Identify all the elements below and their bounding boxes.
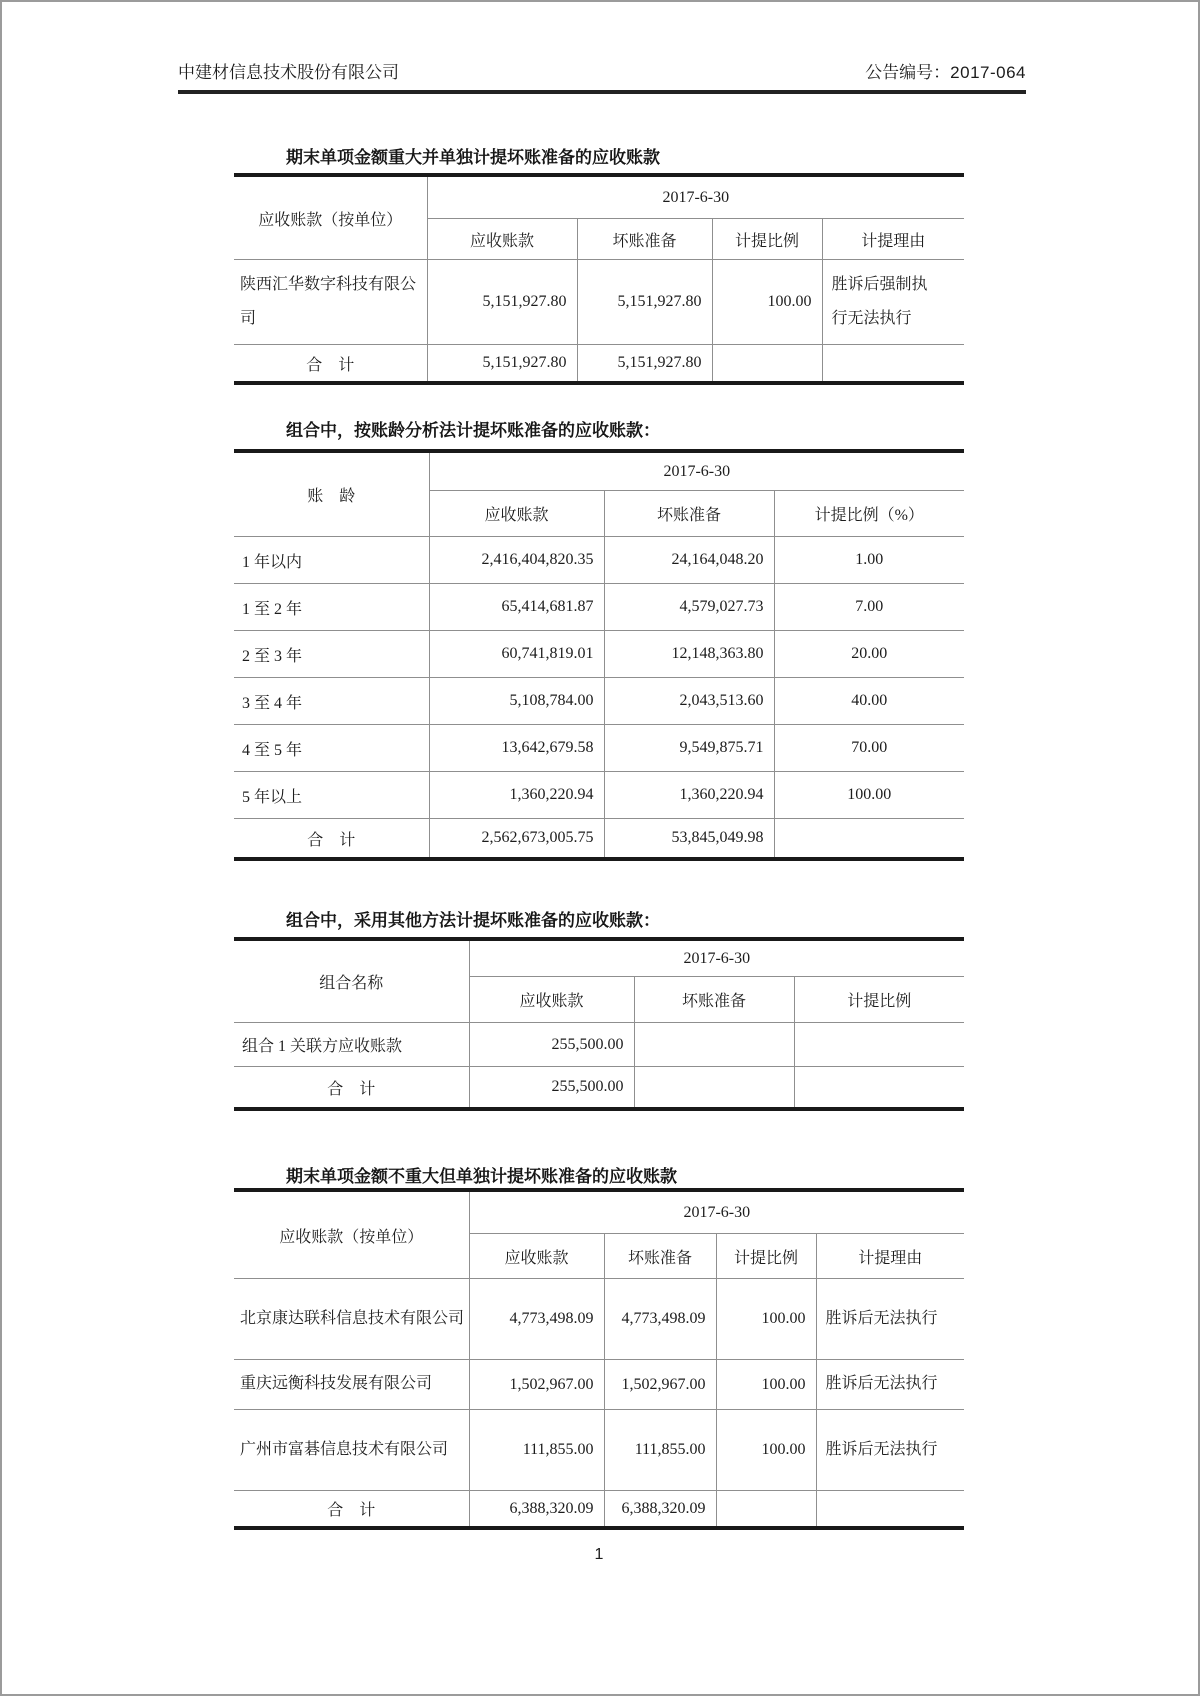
table-significant-receivables — [234, 173, 964, 385]
company-name: 中建材信息技术股份有限公司 — [178, 63, 399, 82]
table-row — [234, 631, 964, 678]
table-not-significant-receivables — [234, 1188, 964, 1530]
ratio-value: 100.00 — [716, 1279, 816, 1360]
column-header-provision: 坏账准备 — [604, 491, 774, 537]
ratio-value: 7.00 — [774, 584, 964, 631]
ratio-value: 100.00 — [716, 1360, 816, 1410]
total-receivable: 255,500.00 — [469, 1067, 634, 1108]
total-provision: 6,388,320.09 — [604, 1491, 716, 1527]
age-label: 5 年以上 — [234, 772, 429, 819]
empty-cell — [794, 1023, 964, 1067]
table-row — [234, 725, 964, 772]
receivable-amount: 1,360,220.94 — [429, 772, 604, 819]
ratio-value: 100.00 — [712, 260, 822, 345]
total-row — [234, 1491, 964, 1527]
entity-name: 广州市富碁信息技术有限公司 — [234, 1410, 469, 1491]
empty-cell — [822, 345, 964, 382]
empty-cell — [634, 1067, 794, 1108]
announcement-no: 2017-064 — [950, 63, 1026, 82]
total-provision: 5,151,927.80 — [577, 345, 712, 382]
announcement-label: 公告编号： — [865, 63, 951, 82]
column-header-age: 账 龄 — [234, 453, 429, 537]
empty-cell — [794, 1067, 964, 1108]
total-receivable: 2,562,673,005.75 — [429, 819, 604, 858]
total-row — [234, 1067, 964, 1108]
column-header-reason: 计提理由 — [816, 1234, 964, 1279]
column-header-receivable: 应收账款 — [469, 977, 634, 1023]
receivable-amount: 111,855.00 — [469, 1410, 604, 1491]
column-header-entity: 应收账款（按单位） — [234, 1192, 469, 1279]
provision-amount: 2,043,513.60 — [604, 678, 774, 725]
table-row — [234, 1023, 964, 1067]
receivable-amount: 5,108,784.00 — [429, 678, 604, 725]
reason-text: 胜诉后强制执行无法执行 — [822, 260, 964, 345]
column-header-ratio: 计提比例 — [716, 1234, 816, 1279]
total-receivable: 6,388,320.09 — [469, 1491, 604, 1527]
ratio-value: 70.00 — [774, 725, 964, 772]
entity-name: 重庆远衡科技发展有限公司 — [234, 1360, 469, 1410]
table-row — [234, 537, 964, 584]
receivable-amount: 255,500.00 — [469, 1023, 634, 1067]
table-row — [234, 772, 964, 819]
table-row — [234, 1279, 964, 1360]
column-header-provision: 坏账准备 — [634, 977, 794, 1023]
empty-cell — [634, 1023, 794, 1067]
empty-cell — [712, 345, 822, 382]
receivable-amount: 65,414,681.87 — [429, 584, 604, 631]
period-header: 2017-6-30 — [427, 177, 964, 219]
total-provision: 53,845,049.98 — [604, 819, 774, 858]
ratio-value: 1.00 — [774, 537, 964, 584]
provision-amount: 111,855.00 — [604, 1410, 716, 1491]
ratio-value: 40.00 — [774, 678, 964, 725]
reason-text: 胜诉后无法执行 — [816, 1279, 964, 1360]
age-label: 4 至 5 年 — [234, 725, 429, 772]
empty-cell — [774, 819, 964, 858]
reason-text: 胜诉后无法执行 — [816, 1360, 964, 1410]
empty-cell — [716, 1491, 816, 1527]
receivable-amount: 4,773,498.09 — [469, 1279, 604, 1360]
total-label: 合 计 — [307, 831, 356, 849]
column-header-ratio: 计提比例 — [712, 219, 822, 260]
reason-text: 胜诉后无法执行 — [816, 1410, 964, 1491]
age-label: 3 至 4 年 — [234, 678, 429, 725]
column-header-portfolio: 组合名称 — [234, 941, 469, 1023]
section-title-other-method: 组合中，采用其他方法计提坏账准备的应收账款： — [286, 911, 660, 930]
section-title-not-significant: 期末单项金额不重大但单独计提坏账准备的应收账款 — [286, 1167, 677, 1186]
receivable-amount: 2,416,404,820.35 — [429, 537, 604, 584]
column-header-receivable: 应收账款 — [469, 1234, 604, 1279]
provision-amount: 9,549,875.71 — [604, 725, 774, 772]
period-header: 2017-6-30 — [429, 453, 964, 491]
entity-name: 北京康达联科信息技术有限公司 — [234, 1279, 469, 1360]
table-aging-analysis — [234, 449, 964, 861]
age-label: 1 至 2 年 — [234, 584, 429, 631]
page-number: 1 — [594, 1546, 604, 1563]
total-label: 合 计 — [327, 1080, 376, 1098]
column-header-ratio: 计提比例 — [794, 977, 964, 1023]
total-label: 合 计 — [306, 356, 355, 374]
receivable-amount: 1,502,967.00 — [469, 1360, 604, 1410]
announcement-number — [865, 58, 1026, 83]
age-label: 1 年以内 — [234, 537, 429, 584]
provision-amount: 1,502,967.00 — [604, 1360, 716, 1410]
table-other-method — [234, 937, 964, 1111]
ratio-value: 100.00 — [716, 1410, 816, 1491]
column-header-receivable: 应收账款 — [427, 219, 577, 260]
column-header-ratio: 计提比例（%） — [774, 491, 964, 537]
section-title-significant: 期末单项金额重大并单独计提坏账准备的应收账款 — [286, 148, 660, 167]
provision-amount: 12,148,363.80 — [604, 631, 774, 678]
receivable-amount: 13,642,679.58 — [429, 725, 604, 772]
table-row — [234, 1410, 964, 1491]
ratio-value: 20.00 — [774, 631, 964, 678]
column-header-receivable: 应收账款 — [429, 491, 604, 537]
provision-amount: 24,164,048.20 — [604, 537, 774, 584]
document-header — [178, 58, 1026, 94]
table-row — [234, 584, 964, 631]
column-header-provision: 坏账准备 — [604, 1234, 716, 1279]
total-row — [234, 345, 964, 382]
receivable-amount: 60,741,819.01 — [429, 631, 604, 678]
provision-amount: 4,773,498.09 — [604, 1279, 716, 1360]
receivable-amount: 5,151,927.80 — [427, 260, 577, 345]
portfolio-name: 组合 1 关联方应收账款 — [234, 1023, 469, 1067]
provision-amount: 4,579,027.73 — [604, 584, 774, 631]
column-header-provision: 坏账准备 — [577, 219, 712, 260]
table-row — [234, 260, 964, 345]
empty-cell — [816, 1491, 964, 1527]
period-header: 2017-6-30 — [469, 1192, 964, 1234]
ratio-value: 100.00 — [774, 772, 964, 819]
column-header-reason: 计提理由 — [822, 219, 964, 260]
entity-name: 陕西汇华数字科技有限公司 — [234, 260, 427, 345]
column-header-entity: 应收账款（按单位） — [234, 177, 427, 260]
total-label: 合 计 — [327, 1502, 376, 1519]
table-row — [234, 678, 964, 725]
total-row — [234, 819, 964, 858]
period-header: 2017-6-30 — [469, 941, 964, 977]
total-receivable: 5,151,927.80 — [427, 345, 577, 382]
section-title-aging: 组合中，按账龄分析法计提坏账准备的应收账款： — [286, 421, 660, 440]
table-row — [234, 1360, 964, 1410]
provision-amount: 1,360,220.94 — [604, 772, 774, 819]
provision-amount: 5,151,927.80 — [577, 260, 712, 345]
age-label: 2 至 3 年 — [234, 631, 429, 678]
